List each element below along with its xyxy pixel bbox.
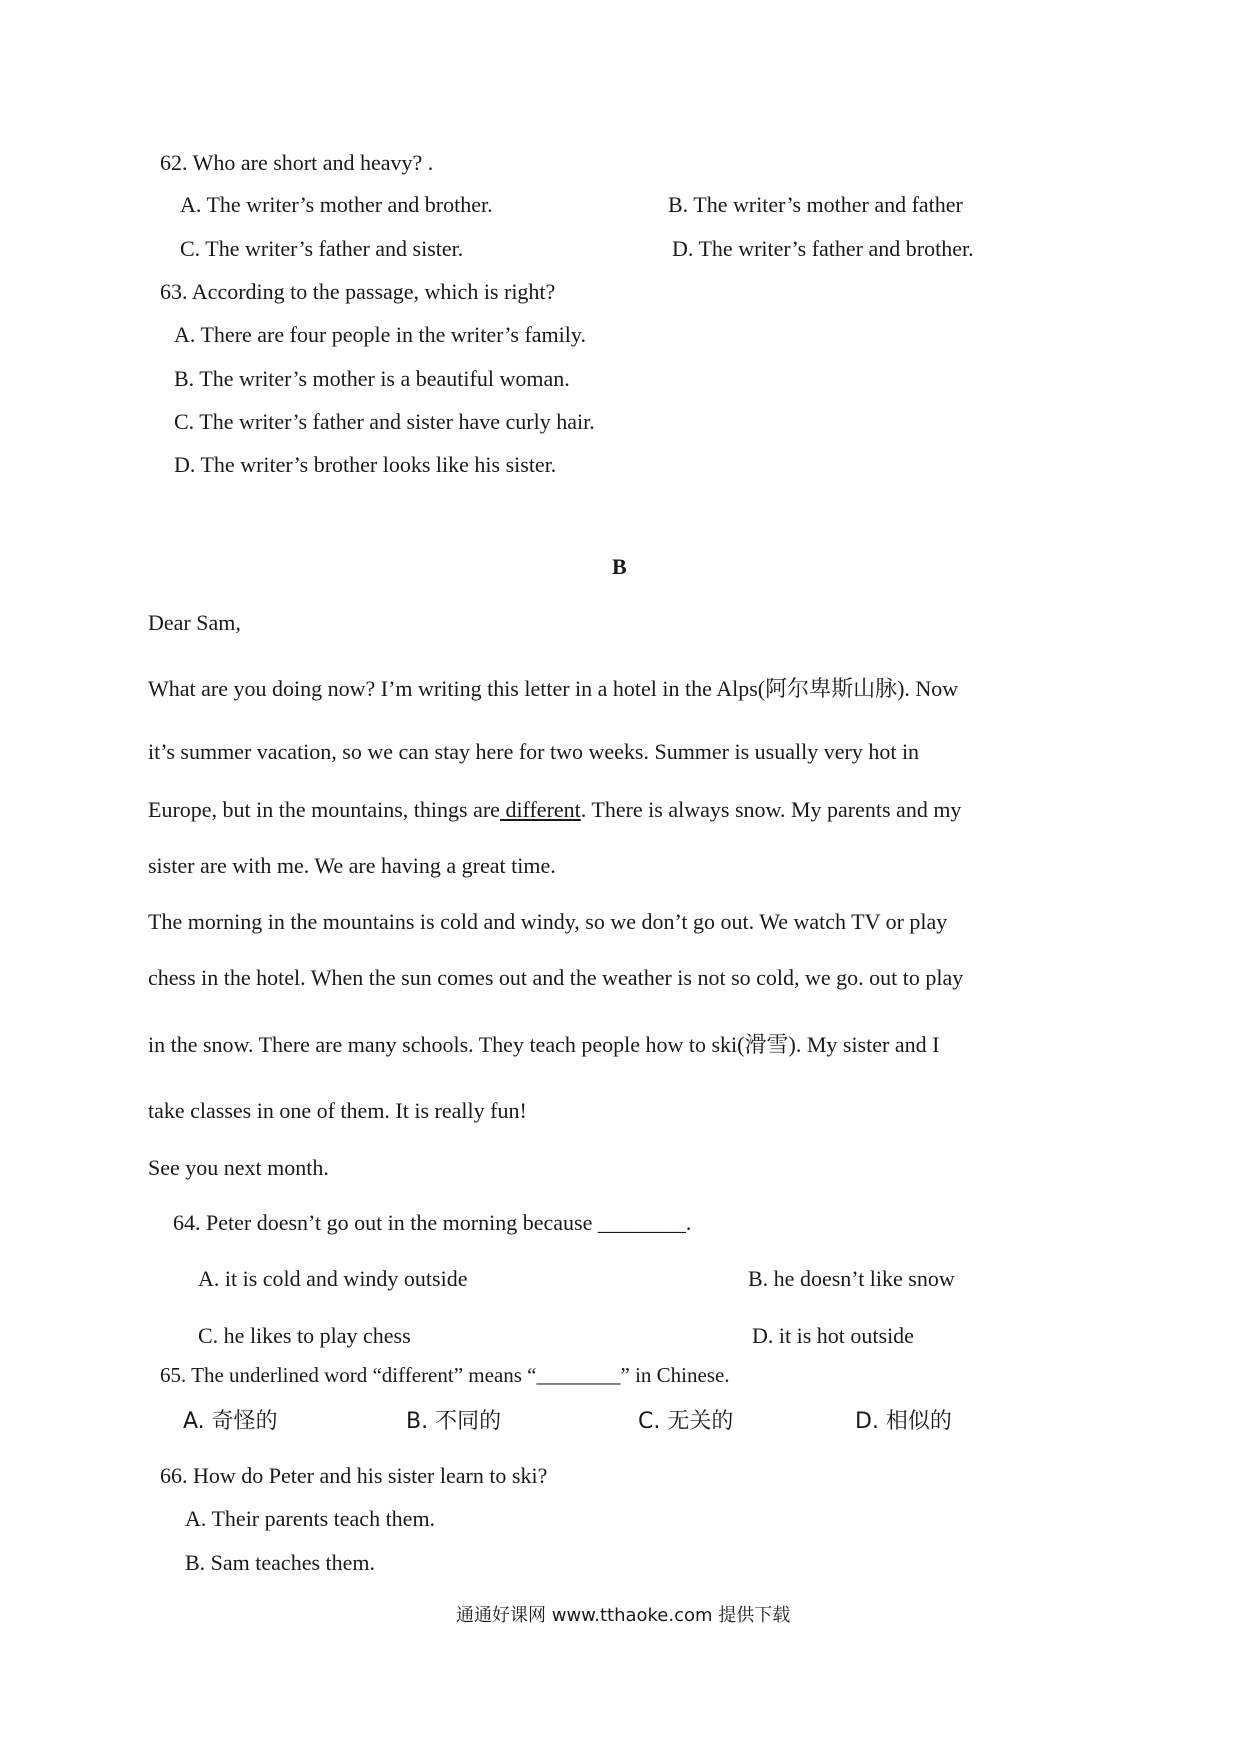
section-heading: B [612, 554, 627, 579]
letter-salutation: Dear Sam, [148, 610, 241, 635]
q65-option-a: A. 奇怪的 [183, 1409, 278, 1434]
letter-closing: See you next month. [148, 1155, 329, 1180]
q63-option-b: B. The writer’s mother is a beautiful woman. [174, 366, 570, 391]
q63-option-d: D. The writer’s brother looks like his sister. [174, 452, 557, 477]
letter-line: What are you doing now? I’m writing this letter in a hotel in the Alps(阿尔卑斯山脉). Now [148, 676, 959, 701]
q66-option-a: A. Their parents teach them. [185, 1506, 436, 1531]
q64-option-a: A. it is cold and windy outside [198, 1266, 468, 1291]
q65-option-b: B. 不同的 [406, 1409, 502, 1434]
q64-question: 64. Peter doesn’t go out in the morning because ________. [173, 1210, 692, 1235]
letter-text: . There is always snow. My parents and my [580, 797, 962, 822]
q64-option-d: D. it is hot outside [752, 1323, 914, 1348]
letter-line: it’s summer vacation, so we can stay here for two weeks. Summer is usually very hot in [148, 739, 920, 764]
q62-option-d: D. The writer’s father and brother. [672, 236, 974, 261]
letter-line: in the snow. There are many schools. They teach people how to ski(滑雪). My sister and I [148, 1032, 940, 1057]
q65-option-d: D. 相似的 [855, 1409, 952, 1434]
q65-question: 65. The underlined word “different” means “________” in Chinese. [160, 1363, 730, 1387]
page-footer: 通通好课网 www.tthaoke.com 提供下载 [456, 1605, 791, 1626]
q63-option-a: A. There are four people in the writer’s family. [174, 322, 586, 347]
q66-option-b: B. Sam teaches them. [185, 1550, 376, 1575]
q64-option-b: B. he doesn’t like snow [748, 1266, 955, 1291]
q63-option-c: C. The writer’s father and sister have curly hair. [174, 409, 595, 434]
q64-option-c: C. he likes to play chess [198, 1323, 411, 1348]
letter-line: take classes in one of them. It is really fun! [148, 1098, 527, 1123]
underlined-word: different [499, 797, 581, 822]
q65-option-c: C. 无关的 [638, 1409, 734, 1434]
letter-line: sister are with me. We are having a great time. [148, 853, 556, 878]
letter-text: Europe, but in the mountains, things are [148, 797, 500, 822]
q62-option-a: A. The writer’s mother and brother. [180, 192, 493, 217]
letter-line: chess in the hotel. When the sun comes out and the weather is not so cold, we go. out to play [148, 965, 964, 990]
q62-option-b: B. The writer’s mother and father [668, 192, 963, 217]
letter-line [148, 799, 961, 821]
q63-question: 63. According to the passage, which is right? [160, 279, 556, 304]
q62-option-c: C. The writer’s father and sister. [180, 236, 464, 261]
letter-line: The morning in the mountains is cold and windy, so we don’t go out. We watch TV or play [148, 909, 948, 934]
q66-question: 66. How do Peter and his sister learn to ski? [160, 1463, 548, 1488]
q62-question: 62. Who are short and heavy? . [160, 150, 434, 175]
